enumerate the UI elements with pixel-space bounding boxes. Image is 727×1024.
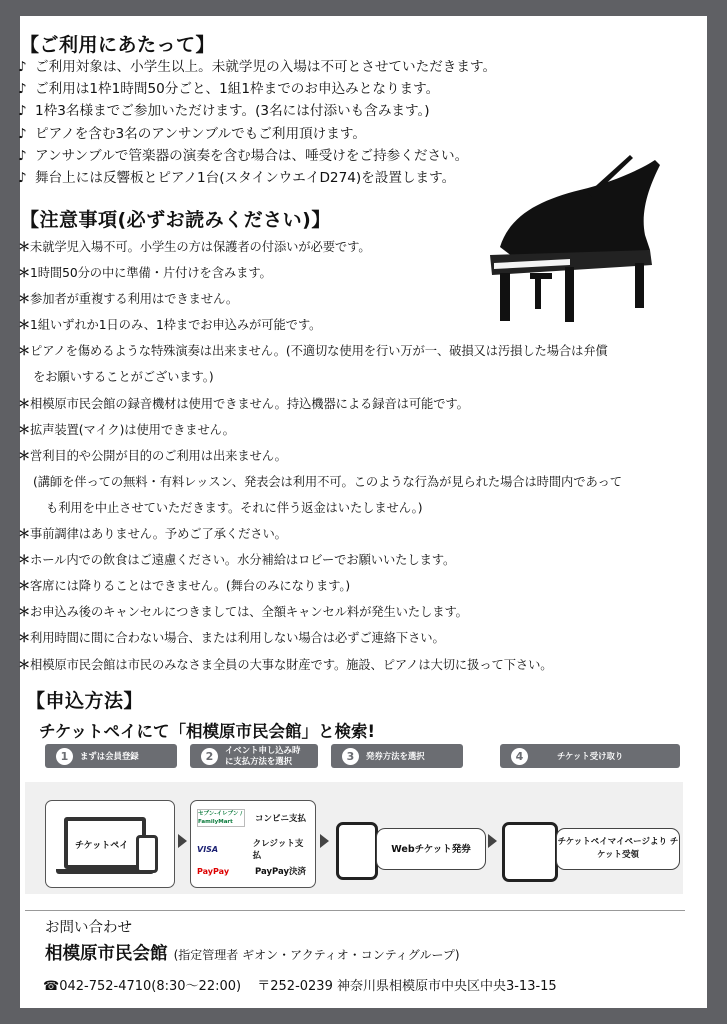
- step-number: 4: [511, 748, 528, 765]
- music-note-icon: ♪: [18, 170, 27, 187]
- divider: [25, 910, 685, 911]
- note-item: [18, 391, 678, 417]
- step-3: [331, 744, 463, 768]
- hall-name: 相模原市民会館: [45, 944, 168, 964]
- note-text: (講師を伴っての無料・有料レッスン、発表会は利用不可。このような行為が見られた場合は時間内であって: [33, 474, 622, 489]
- note-item: [18, 469, 678, 495]
- register-box: [45, 800, 175, 888]
- phone-number: 042-752-4710(8:30～22:00): [59, 979, 242, 994]
- music-note-icon: ♪: [18, 81, 27, 98]
- visa-logo: VISA: [197, 844, 219, 854]
- music-note-icon: ♪: [18, 103, 27, 120]
- note-item: [18, 338, 678, 364]
- hall-manager: (指定管理者 ギオン・アクティオ・コンティグループ): [173, 948, 460, 962]
- note-item: [18, 625, 678, 651]
- music-note-icon: ♪: [18, 125, 27, 142]
- arrow-right-icon: [488, 834, 497, 848]
- note-text: 利用時間に間に合わない場合、または利用しない場合は必ずご連絡下さい。: [30, 631, 445, 646]
- note-item: [18, 599, 678, 625]
- note-item: [18, 495, 678, 521]
- note-item: [18, 286, 678, 312]
- step-2: [190, 744, 318, 768]
- usage-item-text: 1枠3名様までご参加いただけます。(3名には付添いも含みます。): [35, 103, 430, 120]
- note-item: [18, 443, 678, 469]
- note-text: 拡声装置(マイク)は使用できません。: [30, 422, 235, 437]
- asterisk-mark: ＊: [18, 396, 31, 411]
- usage-item: [18, 78, 618, 100]
- receive-ticket-label: チケットペイマイページより チケット受領: [556, 828, 680, 870]
- step-number: 2: [201, 748, 218, 765]
- smartphone-icon: [336, 822, 378, 880]
- step-4: [500, 744, 680, 768]
- usage-item-text: ピアノを含む3名のアンサンブルでもご利用頂けます。: [35, 125, 366, 142]
- asterisk-mark: ＊: [18, 318, 31, 333]
- note-item: [18, 521, 678, 547]
- arrow-right-icon: [178, 834, 187, 848]
- payment-row-paypay: [197, 865, 309, 877]
- note-text: 未就学児入場不可。小学生の方は保護者の付添いが必要です。: [30, 240, 371, 254]
- usage-item-text: アンサンブルで管楽器の演奏を含む場合は、唾受けをご持参ください。: [35, 147, 469, 164]
- note-text: 事前調律はありません。予めご了承ください。: [30, 527, 287, 542]
- usage-item: [18, 56, 618, 78]
- usage-item: [18, 123, 618, 145]
- asterisk-mark: ＊: [18, 344, 31, 359]
- address: 〒252-0239 神奈川県相模原市中央区中央3-13-15: [257, 979, 557, 994]
- note-item: [18, 573, 678, 599]
- step-label: イベント申し込み時に支払方法を選択: [225, 745, 301, 766]
- asterisk-mark: ＊: [18, 553, 31, 568]
- hall-name-block: [45, 940, 460, 965]
- step-label: 発券方法を選択: [366, 750, 425, 761]
- usage-item-text: ご利用対象は、小学生以上。未就学児の入場は不可とさせていただきます。: [35, 59, 497, 75]
- notes-list: [18, 234, 678, 678]
- search-instruction: チケットペイにて「相模原市民会館」と検索!: [39, 722, 376, 741]
- note-text: をお願いすることがございます。): [33, 370, 214, 385]
- asterisk-mark: ＊: [18, 422, 31, 437]
- payment-method: コンビニ支払: [255, 814, 307, 824]
- contact-line: [43, 975, 557, 994]
- asterisk-mark: ＊: [18, 527, 31, 542]
- note-text: 営利目的や公開が目的のご利用は出来ません。: [30, 448, 287, 463]
- note-text: 参加者が重複する利用はできません。: [30, 292, 239, 307]
- smartphone-icon: [502, 822, 558, 882]
- note-text: 客席には降りることはできません。(舞台のみになります。): [30, 579, 351, 594]
- usage-item: [18, 100, 618, 122]
- payment-method: クレジット支払: [252, 839, 304, 861]
- arrow-right-icon: [320, 834, 329, 848]
- note-text: 相模原市民会館は市民のみなさま全員の大事な財産です。施設、ピアノは大切に扱って下さい。: [30, 657, 553, 672]
- note-text: 1時間50分の中に準備・片付けを含みます。: [30, 266, 272, 281]
- usage-item-text: ご利用は1枠1時間50分ごと、1組1枠までのお申込みとなります。: [35, 81, 440, 98]
- asterisk-mark: ＊: [18, 605, 31, 620]
- note-text: お申込み後のキャンセルにつきましては、全額キャンセル料が発生いたします。: [30, 605, 468, 620]
- laptop-screen-text: チケットペイ: [75, 841, 129, 851]
- asterisk-mark: ＊: [18, 657, 31, 672]
- note-text: 1組いずれか1日のみ、1枠までお申込みが可能です。: [30, 318, 322, 333]
- apply-title: 【申込方法】: [26, 690, 144, 712]
- music-note-icon: ♪: [18, 147, 27, 164]
- payment-row-convenience: [197, 809, 309, 827]
- note-item: [18, 234, 678, 260]
- step-1: [45, 744, 177, 768]
- note-item: [18, 547, 678, 573]
- note-text: も利用を中止させていただきます。それに伴う返金はいたしません。): [46, 500, 423, 515]
- note-item: [18, 312, 678, 338]
- asterisk-mark: ＊: [18, 266, 31, 281]
- note-item: [18, 417, 678, 443]
- asterisk-mark: ＊: [18, 448, 31, 463]
- step-label: まずは会員登録: [80, 750, 139, 761]
- music-note-icon: ♪: [18, 59, 27, 75]
- asterisk-mark: ＊: [18, 292, 31, 307]
- step-number: 3: [342, 748, 359, 765]
- paypay-logo: PayPay: [197, 866, 230, 876]
- notes-title: 【注意事項(必ずお読みください)】: [20, 209, 331, 231]
- laptop-icon: [64, 817, 146, 869]
- smartphone-icon: [136, 835, 158, 873]
- note-text: 相模原市民会館の録音機材は使用できません。持込機器による録音は可能です。: [30, 396, 469, 411]
- usage-item-text: 舞台上には反響板とピアノ1台(スタインウエイD274)を設置します。: [35, 170, 456, 187]
- payment-box: [190, 800, 316, 888]
- asterisk-mark: ＊: [18, 631, 31, 646]
- note-text: ピアノを傷めるような特殊演奏は出来ません。(不適切な使用を行い万が一、破損又は汚損した場合は弁償: [30, 344, 608, 359]
- note-text: ホール内での飲食はご遠慮ください。水分補給はロビーでお願いいたします。: [30, 553, 456, 568]
- asterisk-mark: ＊: [18, 579, 31, 594]
- usage-title: 【ご利用にあたって】: [20, 34, 216, 56]
- payment-method: PayPay決済: [255, 867, 307, 877]
- note-item: [18, 652, 678, 678]
- web-ticket-label: Webチケット発券: [376, 828, 486, 870]
- note-item: [18, 364, 678, 390]
- contact-label: お問い合わせ: [45, 920, 132, 936]
- step-number: 1: [56, 748, 73, 765]
- asterisk-mark: ＊: [18, 240, 31, 254]
- note-item: [18, 260, 678, 286]
- payment-row-credit: [197, 837, 309, 861]
- step-label: チケット受け取り: [557, 750, 624, 761]
- convenience-store-logo: セブン-イレブン / FamilyMart: [197, 809, 245, 827]
- phone-icon: ☎: [43, 979, 60, 994]
